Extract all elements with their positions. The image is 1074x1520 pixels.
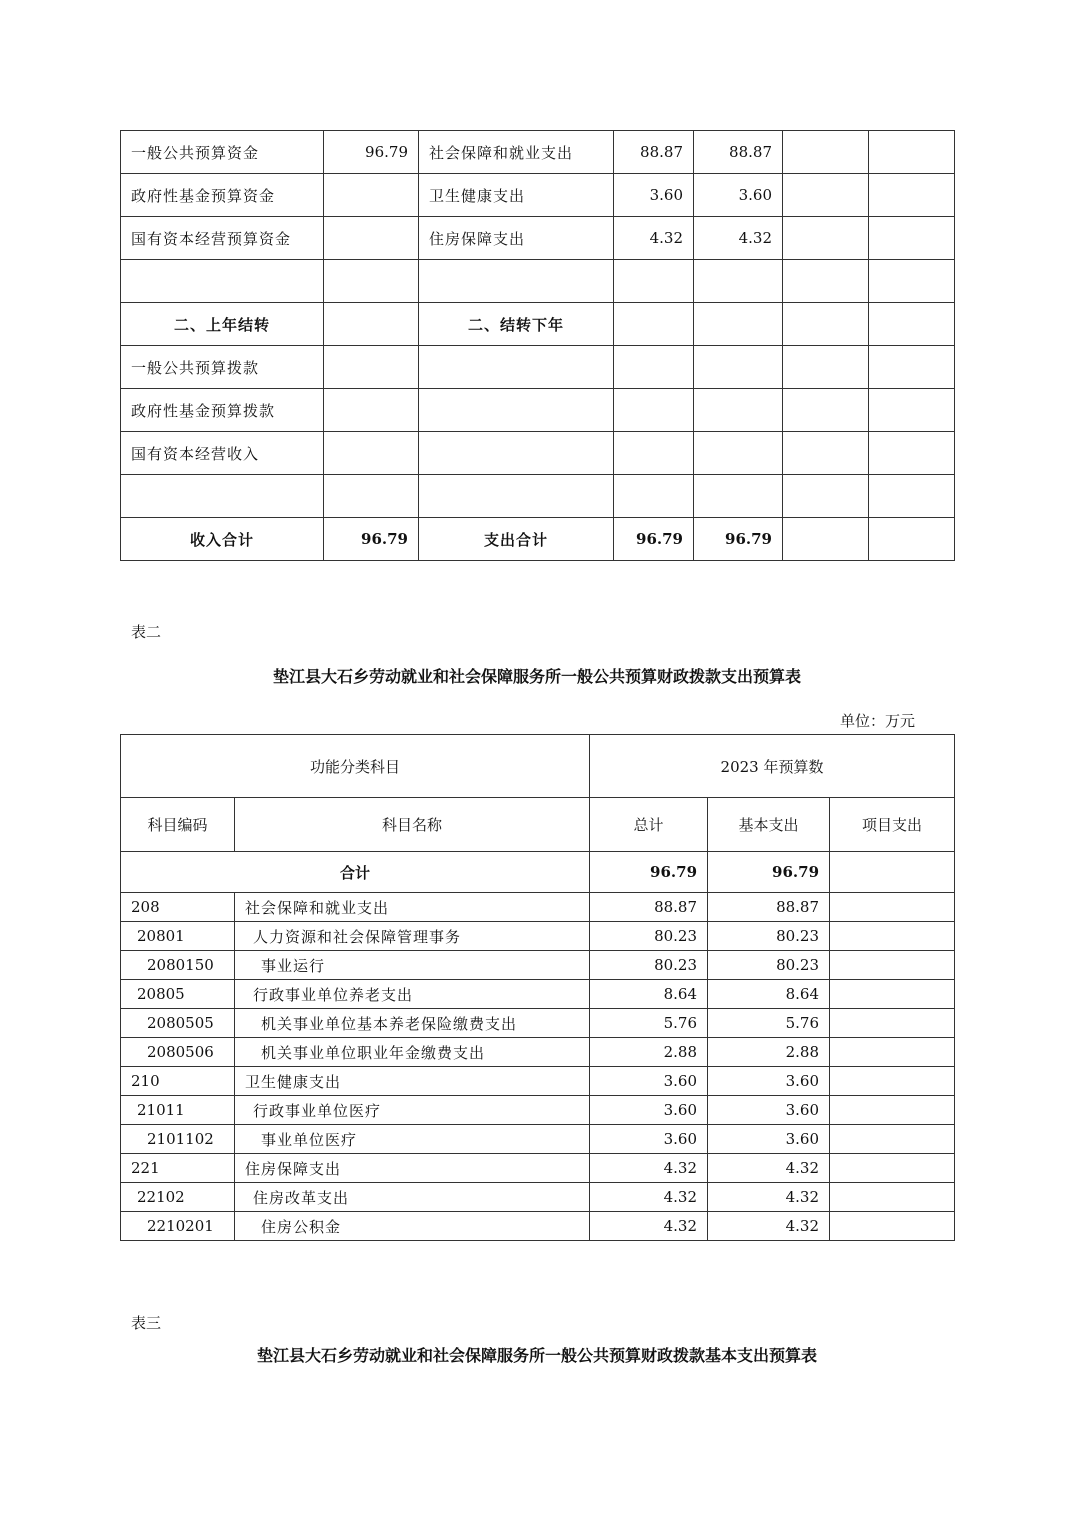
table-row	[121, 1154, 955, 1183]
table-row	[121, 1096, 955, 1125]
subject-basic: 4.32	[708, 1183, 830, 1212]
carryover-item: 一般公共预算拨款	[121, 346, 324, 389]
table-row	[121, 217, 955, 260]
table-row	[121, 1038, 955, 1067]
expense-col4	[869, 174, 955, 217]
section2-cell	[783, 303, 869, 346]
expense-item: 卫生健康支出	[419, 174, 614, 217]
expense-col3	[783, 174, 869, 217]
subject-project	[830, 1183, 955, 1212]
subject-total: 88.87	[590, 893, 708, 922]
subject-code: 2080150	[121, 951, 235, 980]
expense-col4	[869, 217, 955, 260]
table-row	[121, 475, 955, 518]
subject-code: 2210201	[121, 1212, 235, 1241]
subject-name: 社会保障和就业支出	[235, 893, 590, 922]
income-amount: 96.79	[324, 131, 419, 174]
subject-name: 事业运行	[235, 951, 590, 980]
table-row	[121, 1009, 955, 1038]
subject-project	[830, 1038, 955, 1067]
subject-project	[830, 1067, 955, 1096]
subject-total: 3.60	[590, 1067, 708, 1096]
section2-expense-heading: 二、结转下年	[419, 303, 614, 346]
subject-code: 20805	[121, 980, 235, 1009]
expense-col4	[869, 260, 955, 303]
header-function-category: 功能分类科目	[121, 735, 590, 798]
income-item: 一般公共预算资金	[121, 131, 324, 174]
subject-total: 4.32	[590, 1212, 708, 1241]
expense-total: 3.60	[614, 174, 694, 217]
total-row-label: 合计	[121, 852, 590, 893]
empty-cell	[614, 346, 694, 389]
subject-name: 事业单位医疗	[235, 1125, 590, 1154]
expense-col3	[783, 260, 869, 303]
carryover-item: 国有资本经营收入	[121, 432, 324, 475]
empty-cell	[869, 346, 955, 389]
total-col4	[869, 518, 955, 561]
expenditure-budget-table	[120, 734, 955, 1241]
total-row	[121, 518, 955, 561]
empty-cell	[614, 432, 694, 475]
empty-cell	[614, 475, 694, 518]
table-row	[121, 1183, 955, 1212]
section2-cell	[869, 303, 955, 346]
empty-cell	[869, 389, 955, 432]
col-header-name: 科目名称	[235, 798, 590, 852]
empty-cell	[324, 389, 419, 432]
subject-basic: 80.23	[708, 951, 830, 980]
income-amount	[324, 174, 419, 217]
total-col3	[783, 518, 869, 561]
subject-project	[830, 893, 955, 922]
subject-name: 人力资源和社会保障管理事务	[235, 922, 590, 951]
subject-project	[830, 1125, 955, 1154]
empty-cell	[614, 389, 694, 432]
expense-item	[419, 260, 614, 303]
subject-code: 221	[121, 1154, 235, 1183]
subject-name: 行政事业单位养老支出	[235, 980, 590, 1009]
empty-cell	[783, 475, 869, 518]
subject-project	[830, 922, 955, 951]
empty-cell	[324, 475, 419, 518]
subject-basic: 3.60	[708, 1067, 830, 1096]
expense-basic: 88.87	[694, 131, 783, 174]
empty-cell	[869, 432, 955, 475]
empty-cell	[324, 346, 419, 389]
empty-cell	[783, 389, 869, 432]
subject-project	[830, 1096, 955, 1125]
empty-cell	[694, 346, 783, 389]
expense-basic	[694, 260, 783, 303]
total-expense-total: 96.79	[614, 518, 694, 561]
table-row	[121, 922, 955, 951]
expense-item: 住房保障支出	[419, 217, 614, 260]
subject-project	[830, 1212, 955, 1241]
table-row	[121, 131, 955, 174]
col-header-code: 科目编码	[121, 798, 235, 852]
expense-col3	[783, 217, 869, 260]
subject-code: 2101102	[121, 1125, 235, 1154]
subject-code: 22102	[121, 1183, 235, 1212]
total-row-basic: 96.79	[708, 852, 830, 893]
subject-code: 210	[121, 1067, 235, 1096]
subject-project	[830, 1009, 955, 1038]
expense-basic: 3.60	[694, 174, 783, 217]
empty-cell	[694, 475, 783, 518]
subject-name: 机关事业单位职业年金缴费支出	[235, 1038, 590, 1067]
revenue-expenditure-table	[120, 130, 955, 561]
expense-basic: 4.32	[694, 217, 783, 260]
section2-cell	[694, 303, 783, 346]
empty-cell	[324, 432, 419, 475]
income-item: 政府性基金预算资金	[121, 174, 324, 217]
subject-basic: 4.32	[708, 1212, 830, 1241]
table-row	[121, 893, 955, 922]
section-row	[121, 303, 955, 346]
table-row	[121, 980, 955, 1009]
expense-total	[614, 260, 694, 303]
subject-total: 5.76	[590, 1009, 708, 1038]
income-amount	[324, 217, 419, 260]
table-row	[121, 951, 955, 980]
subject-basic: 3.60	[708, 1125, 830, 1154]
table3-label: 表三	[131, 1314, 162, 1332]
subject-name: 住房公积金	[235, 1212, 590, 1241]
carryover-item	[121, 475, 324, 518]
section2-income-heading: 二、上年结转	[121, 303, 324, 346]
subject-basic: 88.87	[708, 893, 830, 922]
header-budget-year: 2023 年预算数	[590, 735, 955, 798]
subject-code: 2080505	[121, 1009, 235, 1038]
table-row	[121, 260, 955, 303]
subject-basic: 80.23	[708, 922, 830, 951]
total-row-total: 96.79	[590, 852, 708, 893]
income-item	[121, 260, 324, 303]
subject-code: 208	[121, 893, 235, 922]
total-income-amount: 96.79	[324, 518, 419, 561]
table-row	[121, 1067, 955, 1096]
carryover-item: 政府性基金预算拨款	[121, 389, 324, 432]
empty-cell	[869, 475, 955, 518]
empty-cell	[419, 346, 614, 389]
subject-total: 4.32	[590, 1154, 708, 1183]
table-row	[121, 346, 955, 389]
subject-basic: 4.32	[708, 1154, 830, 1183]
expense-col3	[783, 131, 869, 174]
subject-total: 2.88	[590, 1038, 708, 1067]
table-row	[121, 389, 955, 432]
total-income-label: 收入合计	[121, 518, 324, 561]
empty-cell	[694, 389, 783, 432]
total-row-project	[830, 852, 955, 893]
empty-cell	[783, 346, 869, 389]
empty-cell	[419, 432, 614, 475]
income-item: 国有资本经营预算资金	[121, 217, 324, 260]
expense-col4	[869, 131, 955, 174]
subject-total: 3.60	[590, 1125, 708, 1154]
subject-name: 行政事业单位医疗	[235, 1096, 590, 1125]
income-amount	[324, 260, 419, 303]
subject-code: 21011	[121, 1096, 235, 1125]
subject-name: 住房改革支出	[235, 1183, 590, 1212]
col-header-project: 项目支出	[830, 798, 955, 852]
expense-item: 社会保障和就业支出	[419, 131, 614, 174]
subject-project	[830, 1154, 955, 1183]
table-row	[121, 1125, 955, 1154]
expense-total: 88.87	[614, 131, 694, 174]
subject-name: 卫生健康支出	[235, 1067, 590, 1096]
section2-cell	[614, 303, 694, 346]
total-expense-label: 支出合计	[419, 518, 614, 561]
subject-basic: 8.64	[708, 980, 830, 1009]
table3-title: 垫江县大石乡劳动就业和社会保障服务所一般公共预算财政拨款基本支出预算表	[256, 1346, 817, 1365]
table2-title: 垫江县大石乡劳动就业和社会保障服务所一般公共预算财政拨款支出预算表	[272, 667, 801, 686]
table2-label: 表二	[131, 623, 162, 641]
col-header-total: 总计	[590, 798, 708, 852]
subject-project	[830, 980, 955, 1009]
subject-code: 2080506	[121, 1038, 235, 1067]
empty-cell	[419, 389, 614, 432]
expense-total: 4.32	[614, 217, 694, 260]
subject-name: 住房保障支出	[235, 1154, 590, 1183]
empty-cell	[419, 475, 614, 518]
subject-total: 4.32	[590, 1183, 708, 1212]
table-row	[121, 1212, 955, 1241]
subject-code: 20801	[121, 922, 235, 951]
table-row	[121, 432, 955, 475]
empty-cell	[694, 432, 783, 475]
subject-basic: 2.88	[708, 1038, 830, 1067]
subject-total: 3.60	[590, 1096, 708, 1125]
subject-total: 8.64	[590, 980, 708, 1009]
empty-cell	[783, 432, 869, 475]
subject-basic: 5.76	[708, 1009, 830, 1038]
table2-unit: 单位：万元	[840, 712, 916, 730]
total-expense-basic: 96.79	[694, 518, 783, 561]
table-row	[121, 174, 955, 217]
subject-total: 80.23	[590, 951, 708, 980]
subject-basic: 3.60	[708, 1096, 830, 1125]
subject-name: 机关事业单位基本养老保险缴费支出	[235, 1009, 590, 1038]
subject-total: 80.23	[590, 922, 708, 951]
section2-income-amount	[324, 303, 419, 346]
subject-project	[830, 951, 955, 980]
col-header-basic: 基本支出	[708, 798, 830, 852]
